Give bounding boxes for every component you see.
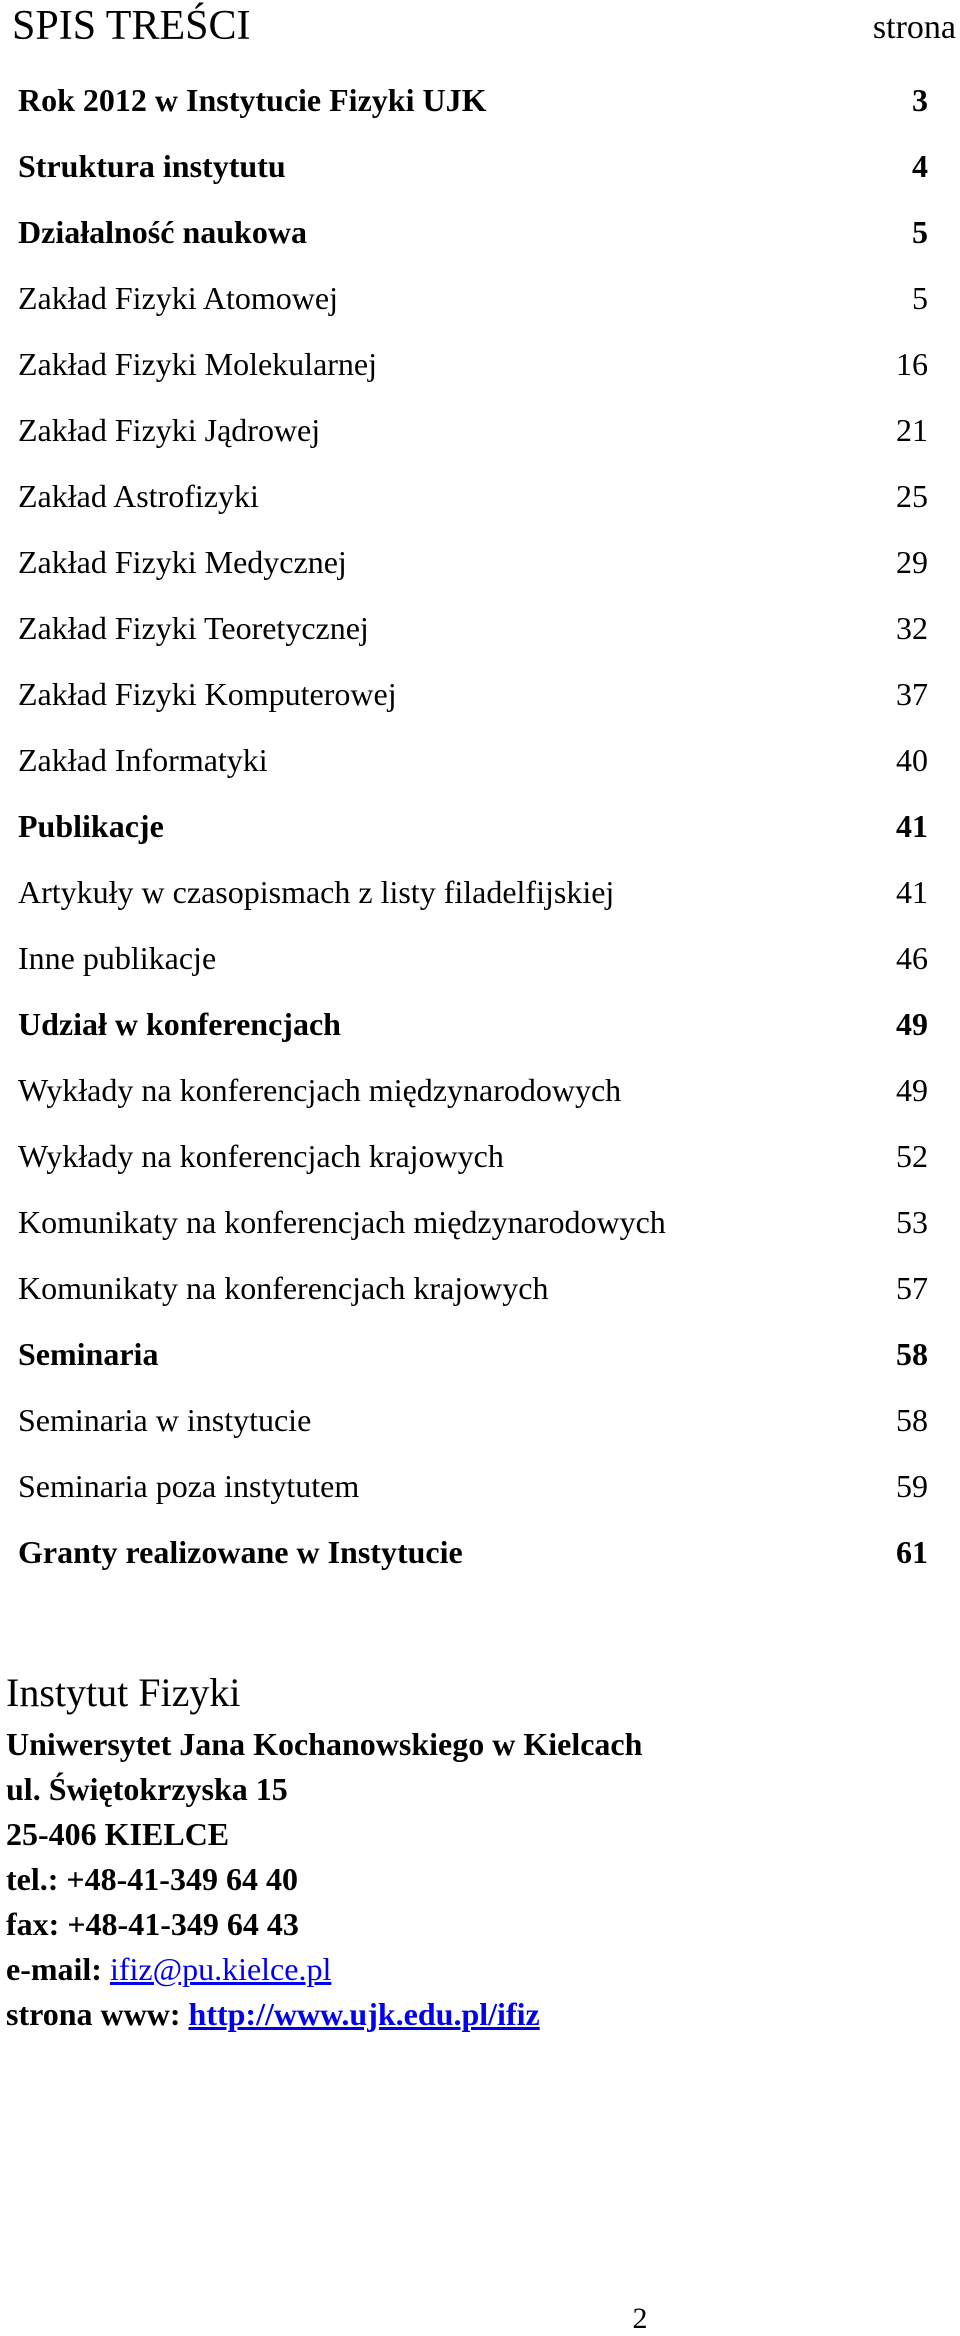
toc-subsection-row (0, 474, 960, 540)
phone-number: tel.: +48-41-349 64 40 (6, 1861, 298, 1897)
toc-entry-page: 53 (896, 1204, 928, 1240)
toc-subsection-row (0, 408, 960, 474)
toc-entry-label: Komunikaty na konferencjach krajowych (18, 1270, 549, 1306)
toc-entry-page: 46 (896, 940, 928, 976)
toc-entry-page: 40 (896, 742, 928, 778)
website-label: strona www: (6, 1996, 189, 2032)
toc-entry-label: Wykłady na konferencjach krajowych (18, 1138, 504, 1174)
toc-entry-label: Zakład Fizyki Teoretycznej (18, 610, 369, 646)
email-link[interactable]: ifiz@pu.kielce.pl (109, 1951, 332, 1987)
toc-subsection-row (0, 1200, 960, 1266)
toc-subsection-row (0, 540, 960, 606)
toc-entry-label: Zakład Fizyki Molekularnej (18, 346, 378, 382)
page-number: 2 (632, 2302, 648, 2335)
toc-subsection-row (0, 276, 960, 342)
toc-subsection-row (0, 1464, 960, 1530)
toc-entry-label: Inne publikacje (18, 940, 217, 976)
toc-entry-label: Zakład Astrofizyki (18, 478, 259, 514)
toc-entry-label: Działalność naukowa (18, 214, 307, 250)
toc-subsection-row (0, 342, 960, 408)
toc-title: SPIS TREŚCI (12, 3, 251, 49)
toc-entry-page: 21 (896, 412, 928, 448)
toc-subsection-row (0, 606, 960, 672)
toc-list (0, 78, 960, 1596)
toc-section-row (0, 804, 960, 870)
toc-entry-label: Artykuły w czasopismach z listy filadelfijskiej (18, 874, 615, 910)
toc-entry-label: Zakład Fizyki Komputerowej (18, 676, 397, 712)
toc-entry-page: 41 (896, 874, 928, 910)
website-line (6, 1992, 946, 2037)
toc-entry-page: 5 (912, 280, 928, 316)
toc-entry-label: Struktura instytutu (18, 148, 286, 184)
toc-subsection-row (0, 1134, 960, 1200)
toc-subsection-row (0, 936, 960, 1002)
toc-entry-page: 49 (896, 1006, 928, 1042)
toc-entry-page: 4 (912, 148, 928, 184)
toc-entry-label: Zakład Fizyki Atomowej (18, 280, 338, 316)
toc-section-row (0, 78, 960, 144)
toc-entry-label: Komunikaty na konferencjach międzynarodowych (18, 1204, 666, 1240)
university-name: Uniwersytet Jana Kochanowskiego w Kielcach (6, 1726, 643, 1762)
toc-entry-page: 57 (896, 1270, 928, 1306)
contact-block (6, 1668, 946, 2037)
toc-section-row (0, 1002, 960, 1068)
page-column-label: strona (872, 9, 956, 46)
toc-subsection-row (0, 1266, 960, 1332)
toc-entry-page: 52 (896, 1138, 928, 1174)
toc-entry-page: 32 (896, 610, 928, 646)
fax-number: fax: +48-41-349 64 43 (6, 1906, 299, 1942)
email-label: e-mail: (6, 1951, 110, 1987)
toc-entry-page: 58 (896, 1402, 928, 1438)
institute-name: Instytut Fizyki (6, 1670, 241, 1715)
toc-entry-label: Zakład Informatyki (18, 742, 268, 778)
toc-entry-page: 59 (896, 1468, 928, 1504)
email-line (6, 1947, 946, 1992)
toc-subsection-row (0, 1068, 960, 1134)
toc-section-row (0, 144, 960, 210)
toc-entry-page: 61 (896, 1534, 928, 1570)
toc-header (0, 0, 960, 56)
toc-entry-label: Seminaria poza instytutem (18, 1468, 360, 1504)
toc-entry-label: Zakład Fizyki Jądrowej (18, 412, 321, 448)
toc-entry-label: Seminaria w instytucie (18, 1402, 312, 1438)
toc-subsection-row (0, 1398, 960, 1464)
toc-entry-page: 16 (896, 346, 928, 382)
toc-entry-label: Zakład Fizyki Medycznej (18, 544, 347, 580)
toc-entry-label: Granty realizowane w Instytucie (18, 1534, 463, 1570)
toc-subsection-row (0, 738, 960, 804)
toc-section-row (0, 1530, 960, 1596)
toc-entry-page: 25 (896, 478, 928, 514)
toc-entry-label: Udział w konferencjach (18, 1006, 341, 1042)
toc-entry-page: 3 (912, 82, 928, 118)
toc-entry-page: 41 (896, 808, 928, 844)
toc-entry-page: 5 (912, 214, 928, 250)
toc-entry-label: Seminaria (18, 1336, 159, 1372)
toc-subsection-row (0, 672, 960, 738)
postal-city: 25-406 KIELCE (6, 1816, 230, 1852)
toc-subsection-row (0, 870, 960, 936)
toc-section-row (0, 1332, 960, 1398)
toc-entry-label: Wykłady na konferencjach międzynarodowych (18, 1072, 622, 1108)
street-address: ul. Świętokrzyska 15 (6, 1771, 288, 1807)
toc-entry-page: 58 (896, 1336, 928, 1372)
toc-entry-page: 29 (896, 544, 928, 580)
website-link[interactable]: http://www.ujk.edu.pl/ifiz (188, 1996, 540, 2032)
toc-entry-page: 37 (896, 676, 928, 712)
toc-section-row (0, 210, 960, 276)
toc-entry-label: Rok 2012 w Instytucie Fizyki UJK (18, 82, 487, 118)
toc-entry-page: 49 (896, 1072, 928, 1108)
toc-entry-label: Publikacje (18, 808, 164, 844)
